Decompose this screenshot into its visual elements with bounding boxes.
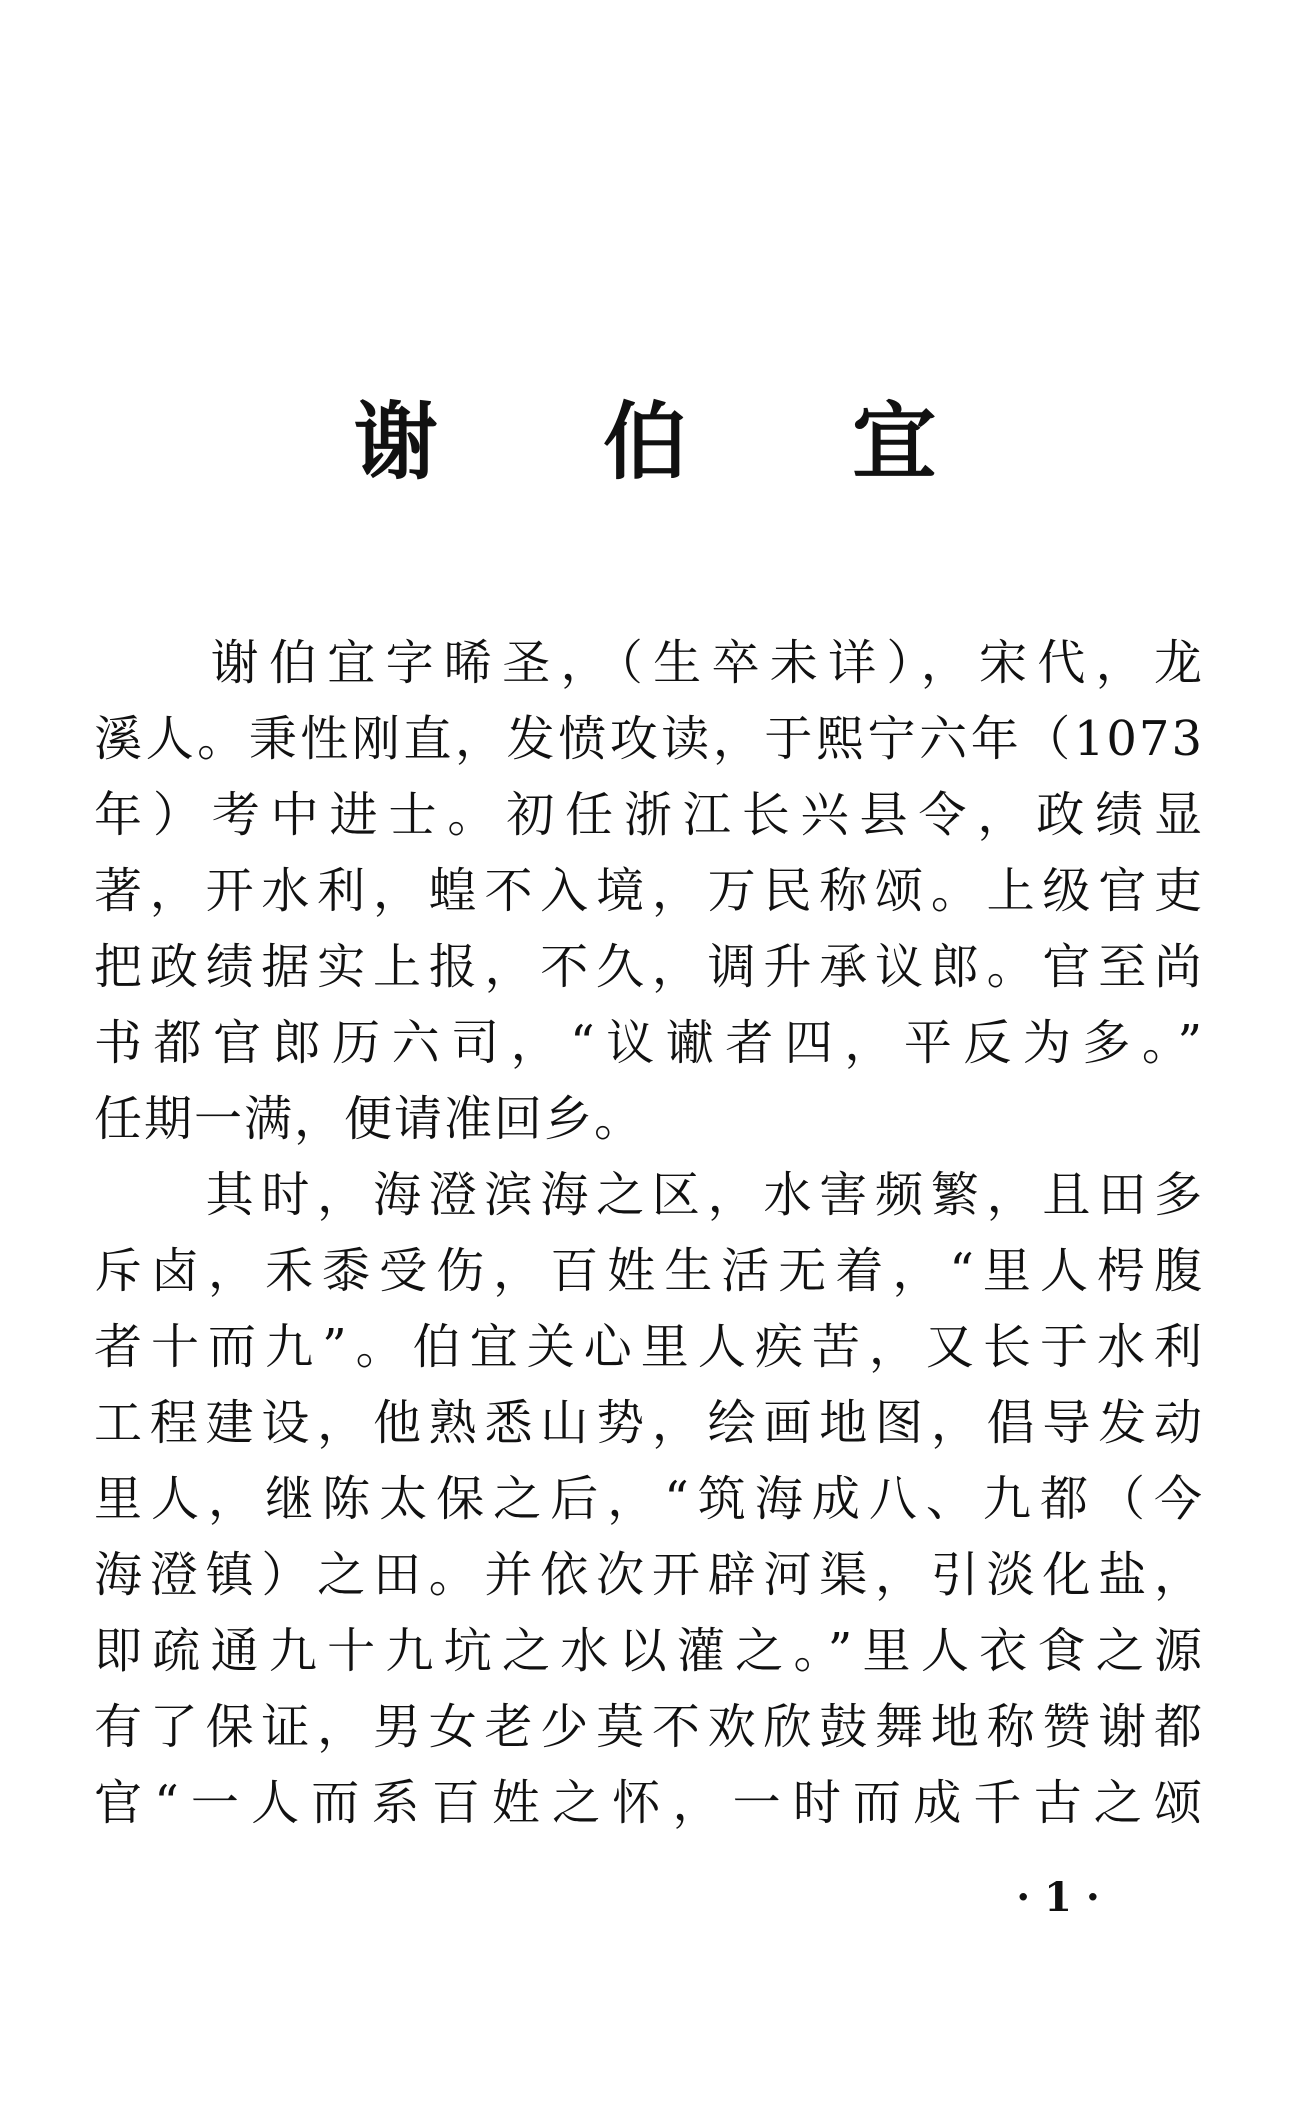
text-line: 海澄镇）之田。并依次开辟河渠，引淡化盐， bbox=[94, 1547, 1204, 1603]
text-line: 工程建设，他熟悉山势，绘画地图，倡导发动 bbox=[94, 1395, 1204, 1451]
text-line: 者十而九”。伯宜关心里人疾苦，又长于水利 bbox=[94, 1319, 1204, 1375]
text-line: 把政绩据实上报，不久，调升承议郎。官至尚 bbox=[94, 939, 1204, 995]
text-line: 溪人。秉性刚直，发愤攻读，于熙宁六年（1073 bbox=[94, 711, 1204, 767]
body-text bbox=[94, 625, 1204, 1841]
page-number: · 1 · bbox=[1016, 1874, 1100, 1921]
text-line: 年）考中进士。初任浙江长兴县令，政绩显 bbox=[94, 787, 1204, 843]
text-line: 斥卤，禾黍受伤，百姓生活无着，“里人枵腹 bbox=[94, 1243, 1204, 1299]
text-line: 官“一人而系百姓之怀，一时而成千古之颂 bbox=[94, 1775, 1204, 1831]
text-line: 任期一满，便请准回乡。 bbox=[94, 1091, 645, 1147]
text-line: 其时，海澄滨海之区，水害频繁，且田多 bbox=[94, 1167, 1204, 1223]
text-line: 著，开水利，蝗不入境，万民称颂。上级官吏 bbox=[94, 863, 1204, 919]
text-line: 书都官郎历六司，“议谳者四，平反为多。” bbox=[94, 1015, 1204, 1071]
text-line: 即疏通九十九坑之水以灌之。”里人衣食之源 bbox=[94, 1623, 1204, 1679]
text-line: 谢伯宜字晞圣，（生卒未详），宋代，龙 bbox=[94, 635, 1204, 691]
text-line: 里人，继陈太保之后，“筑海成八、九都（今 bbox=[94, 1471, 1204, 1527]
text-line: 有了保证，男女老少莫不欢欣鼓舞地称赞谢都 bbox=[94, 1699, 1204, 1755]
page-title: 谢 伯 宜 bbox=[353, 393, 1005, 491]
